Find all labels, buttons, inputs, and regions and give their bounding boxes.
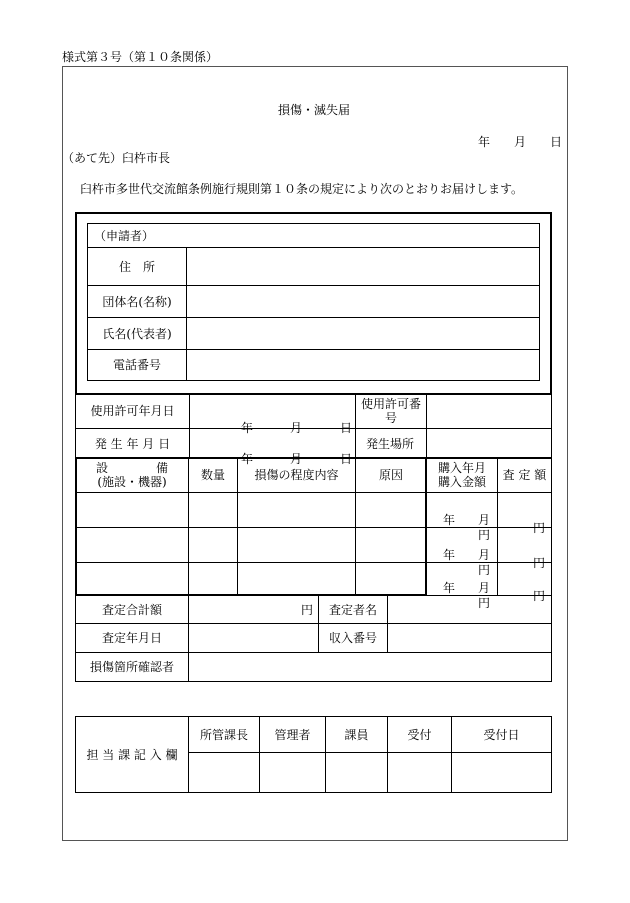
address-label: 住 所 (88, 248, 187, 286)
confirmer-field[interactable] (189, 653, 552, 682)
date-year: 年 (478, 135, 491, 149)
applicant-header: （申請者） (88, 224, 540, 248)
total-label: 査定合計額 (76, 596, 189, 624)
purchase-month: 月 (478, 513, 491, 527)
name-label: 氏名(代表者) (88, 318, 187, 350)
assessed-yen: 円 (533, 556, 546, 570)
address-field[interactable] (187, 248, 540, 286)
org-field[interactable] (187, 286, 540, 318)
assessor-label: 査定者名 (319, 596, 388, 624)
date-day: 日 (550, 135, 563, 149)
office-stamp-cell[interactable] (452, 753, 552, 793)
purchase-month: 月 (478, 581, 491, 595)
office-stamp-cell[interactable] (189, 753, 260, 793)
damage-cell[interactable] (238, 563, 356, 596)
purchase-yen: 円 (478, 528, 491, 542)
col-equipment (76, 458, 189, 493)
assessed-yen: 円 (533, 521, 546, 535)
office-stamp-cell[interactable] (388, 753, 452, 793)
form-title: 損傷・滅失届 (278, 103, 351, 117)
col-damage: 損傷の程度内容 (238, 458, 356, 493)
org-label: 団体名(名称) (88, 286, 187, 318)
purchase-year: 年 (443, 513, 456, 527)
form-number: 様式第３号（第１０条関係） (62, 50, 219, 64)
office-label: 担 当 課 記 入 欄 (76, 717, 189, 793)
col-assessed: 査 定 額 (498, 458, 552, 493)
quantity-cell[interactable] (189, 528, 238, 563)
permit-date-field[interactable] (190, 394, 356, 435)
equipment-cell[interactable] (76, 493, 189, 528)
assess-date-field[interactable] (189, 624, 319, 653)
main-form-table (75, 212, 552, 466)
phone-field[interactable] (187, 350, 540, 381)
assessment-table (75, 595, 552, 682)
date-month: 月 (514, 135, 527, 149)
statement: 臼杵市多世代交流館条例施行規則第１０条の規定により次のとおりお届けします。 (80, 182, 524, 196)
office-col: 受付日 (452, 717, 552, 753)
addressee: （あて先）臼杵市長 (62, 151, 171, 165)
equipment-row (76, 493, 552, 528)
col-purchase-line2: 購入金額 (437, 475, 486, 489)
applicant-section (76, 213, 552, 394)
col-cause: 原因 (356, 458, 427, 493)
occur-year: 年 (241, 451, 254, 466)
assessor-field[interactable] (388, 596, 552, 624)
permit-date-label: 使用許可年月日 (76, 394, 190, 429)
occur-day: 日 (340, 451, 353, 466)
purchase-yen: 円 (478, 563, 491, 577)
damage-cell[interactable] (238, 528, 356, 563)
total-field[interactable] (189, 596, 319, 624)
purchase-year: 年 (443, 581, 456, 595)
occur-month: 月 (290, 451, 303, 466)
confirmer-label: 損傷箇所確認者 (76, 653, 189, 682)
applicant-table (87, 223, 540, 381)
occur-date-field[interactable] (190, 429, 356, 466)
name-field[interactable] (187, 318, 540, 350)
purchase-cell[interactable] (427, 493, 498, 542)
quantity-cell[interactable] (189, 563, 238, 596)
col-purchase (427, 458, 498, 493)
office-col: 受付 (388, 717, 452, 753)
office-table (75, 716, 552, 793)
cause-cell[interactable] (356, 563, 427, 596)
assess-date-label: 査定年月日 (76, 624, 189, 653)
office-col: 管理者 (260, 717, 326, 753)
office-stamp-cell[interactable] (260, 753, 326, 793)
assessed-yen: 円 (533, 589, 546, 603)
col-equipment-line1: 設 備 (95, 461, 168, 475)
phone-label: 電話番号 (88, 350, 187, 381)
permit-year: 年 (241, 421, 254, 435)
col-equipment-line2: (施設・機器) (97, 475, 167, 489)
total-yen: 円 (300, 602, 313, 617)
receipt-field[interactable] (388, 624, 552, 653)
occur-place-label: 発生場所 (356, 429, 427, 459)
cause-cell[interactable] (356, 528, 427, 563)
purchase-yen: 円 (478, 596, 491, 610)
quantity-cell[interactable] (189, 493, 238, 528)
permit-number-label: 使用許可番号 (356, 394, 427, 429)
office-stamp-cell[interactable] (326, 753, 388, 793)
col-quantity: 数量 (189, 458, 238, 493)
purchase-month: 月 (478, 548, 491, 562)
purchase-year: 年 (443, 548, 456, 562)
permit-day: 日 (340, 421, 353, 435)
equipment-cell[interactable] (76, 528, 189, 563)
office-col: 所管課長 (189, 717, 260, 753)
equipment-cell[interactable] (76, 563, 189, 596)
receipt-label: 収入番号 (319, 624, 388, 653)
office-col: 課員 (326, 717, 388, 753)
col-purchase-line1: 購入年月 (437, 461, 486, 475)
cause-cell[interactable] (356, 493, 427, 528)
occur-date-label: 発 生 年 月 日 (76, 429, 190, 459)
permit-number-field[interactable] (427, 394, 552, 429)
permit-month: 月 (290, 421, 303, 435)
assessed-cell[interactable] (498, 493, 552, 535)
damage-cell[interactable] (238, 493, 356, 528)
occur-place-field[interactable] (427, 429, 552, 459)
